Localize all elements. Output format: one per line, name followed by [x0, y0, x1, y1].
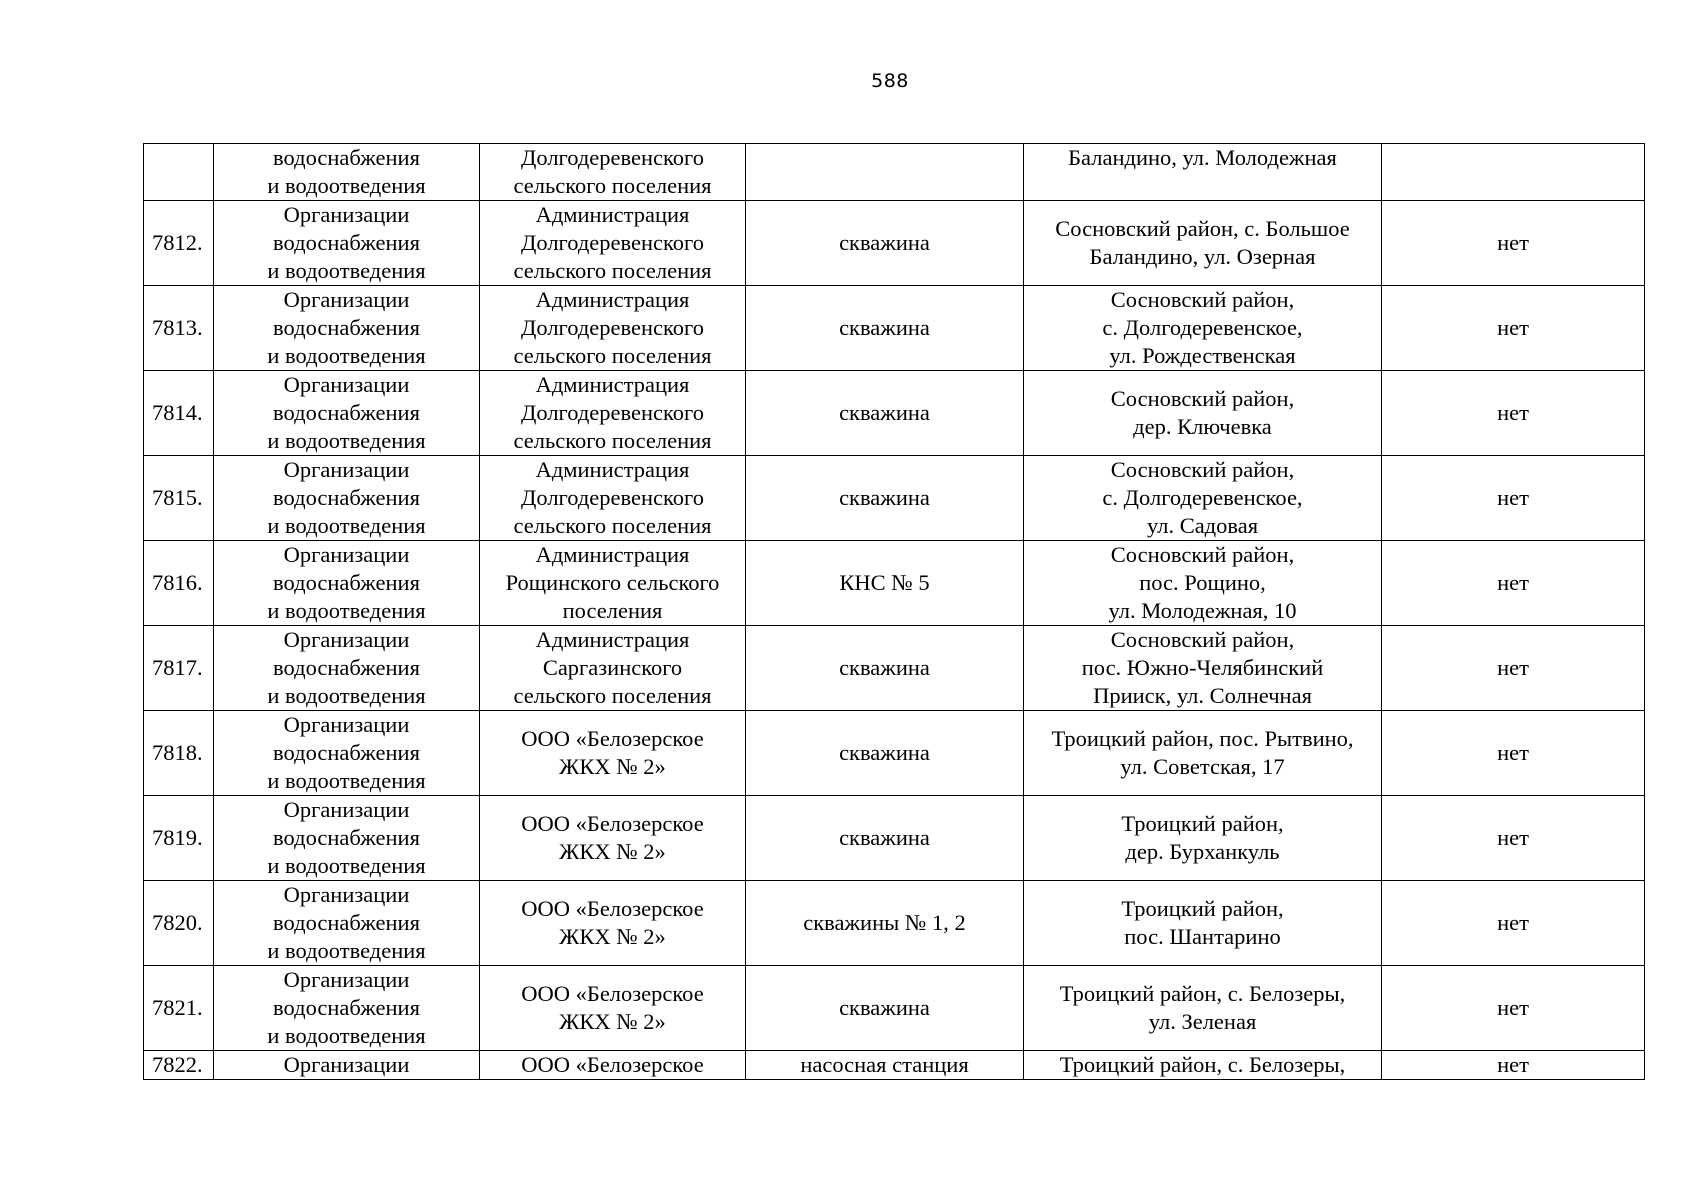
table-row [144, 626, 1645, 711]
owner: Администрация Долгодеревенского сельского поселения [480, 371, 746, 456]
flag: нет [1382, 626, 1645, 711]
address: Троицкий район, дер. Бурханкуль [1024, 796, 1382, 881]
owner: ООО «Белозерское ЖКХ № 2» [480, 966, 746, 1051]
organization-type: Организации водоснабжения и водоотведения [214, 286, 480, 371]
row-number: 7812. [144, 201, 214, 286]
organization-type: Организации [214, 1051, 480, 1080]
object-name: скважина [746, 201, 1024, 286]
organization-type: Организации водоснабжения и водоотведения [214, 711, 480, 796]
object-name: скважины № 1, 2 [746, 881, 1024, 966]
table-row [144, 286, 1645, 371]
organization-type: Организации водоснабжения и водоотведения [214, 626, 480, 711]
flag: нет [1382, 201, 1645, 286]
address: Баландино, ул. Молодежная [1024, 144, 1382, 201]
address: Троицкий район, с. Белозеры, [1024, 1051, 1382, 1080]
object-name: скважина [746, 966, 1024, 1051]
table-row [144, 796, 1645, 881]
organization-type: Организации водоснабжения и водоотведения [214, 796, 480, 881]
table-row [144, 201, 1645, 286]
address: Сосновский район, с. Долгодеревенское, ул. Рождественская [1024, 286, 1382, 371]
address: Сосновский район, дер. Ключевка [1024, 371, 1382, 456]
flag [1382, 144, 1645, 201]
row-number: 7822. [144, 1051, 214, 1080]
flag: нет [1382, 796, 1645, 881]
flag: нет [1382, 286, 1645, 371]
object-name: скважина [746, 456, 1024, 541]
table-row [144, 881, 1645, 966]
organization-type: Организации водоснабжения и водоотведения [214, 201, 480, 286]
address: Сосновский район, с. Долгодеревенское, ул. Садовая [1024, 456, 1382, 541]
address: Сосновский район, пос. Южно-Челябинский Прииск, ул. Солнечная [1024, 626, 1382, 711]
address: Троицкий район, с. Белозеры, ул. Зеленая [1024, 966, 1382, 1051]
owner: Администрация Саргазинского сельского поселения [480, 626, 746, 711]
object-name: насосная станция [746, 1051, 1024, 1080]
object-name: скважина [746, 626, 1024, 711]
address: Троицкий район, пос. Шантарино [1024, 881, 1382, 966]
owner: ООО «Белозерское ЖКХ № 2» [480, 796, 746, 881]
row-number: 7821. [144, 966, 214, 1051]
owner: Долгодеревенского сельского поселения [480, 144, 746, 201]
row-number: 7813. [144, 286, 214, 371]
row-number: 7820. [144, 881, 214, 966]
owner: ООО «Белозерское [480, 1051, 746, 1080]
object-name: скважина [746, 286, 1024, 371]
flag: нет [1382, 1051, 1645, 1080]
flag: нет [1382, 881, 1645, 966]
row-number: 7819. [144, 796, 214, 881]
flag: нет [1382, 966, 1645, 1051]
address: Сосновский район, с. Большое Баландино, ул. Озерная [1024, 201, 1382, 286]
object-name: скважина [746, 711, 1024, 796]
row-number: 7818. [144, 711, 214, 796]
facilities-table [143, 143, 1645, 1080]
organization-type: Организации водоснабжения и водоотведения [214, 881, 480, 966]
table-row [144, 966, 1645, 1051]
organization-type: Организации водоснабжения и водоотведения [214, 541, 480, 626]
table-row-continuation [144, 144, 1645, 201]
table-row [144, 541, 1645, 626]
table-row-partial [144, 1051, 1645, 1080]
table-row [144, 711, 1645, 796]
owner: Администрация Долгодеревенского сельского поселения [480, 201, 746, 286]
page-number: 588 [871, 70, 909, 92]
object-name: скважина [746, 796, 1024, 881]
row-number: 7817. [144, 626, 214, 711]
row-number: 7816. [144, 541, 214, 626]
flag: нет [1382, 456, 1645, 541]
table-row [144, 456, 1645, 541]
owner: ООО «Белозерское ЖКХ № 2» [480, 711, 746, 796]
organization-type: Организации водоснабжения и водоотведения [214, 966, 480, 1051]
owner: Администрация Долгодеревенского сельского поселения [480, 456, 746, 541]
owner: Администрация Долгодеревенского сельского поселения [480, 286, 746, 371]
organization-type: Организации водоснабжения и водоотведения [214, 371, 480, 456]
organization-type: водоснабжения и водоотведения [214, 144, 480, 201]
object-name: скважина [746, 371, 1024, 456]
owner: ООО «Белозерское ЖКХ № 2» [480, 881, 746, 966]
object-name [746, 144, 1024, 201]
row-number: 7815. [144, 456, 214, 541]
object-name: КНС № 5 [746, 541, 1024, 626]
address: Сосновский район, пос. Рощино, ул. Молодежная, 10 [1024, 541, 1382, 626]
row-number [144, 144, 214, 201]
flag: нет [1382, 711, 1645, 796]
owner: Администрация Рощинского сельского поселения [480, 541, 746, 626]
flag: нет [1382, 541, 1645, 626]
row-number: 7814. [144, 371, 214, 456]
organization-type: Организации водоснабжения и водоотведения [214, 456, 480, 541]
address: Троицкий район, пос. Рытвино, ул. Советская, 17 [1024, 711, 1382, 796]
table-row [144, 371, 1645, 456]
flag: нет [1382, 371, 1645, 456]
